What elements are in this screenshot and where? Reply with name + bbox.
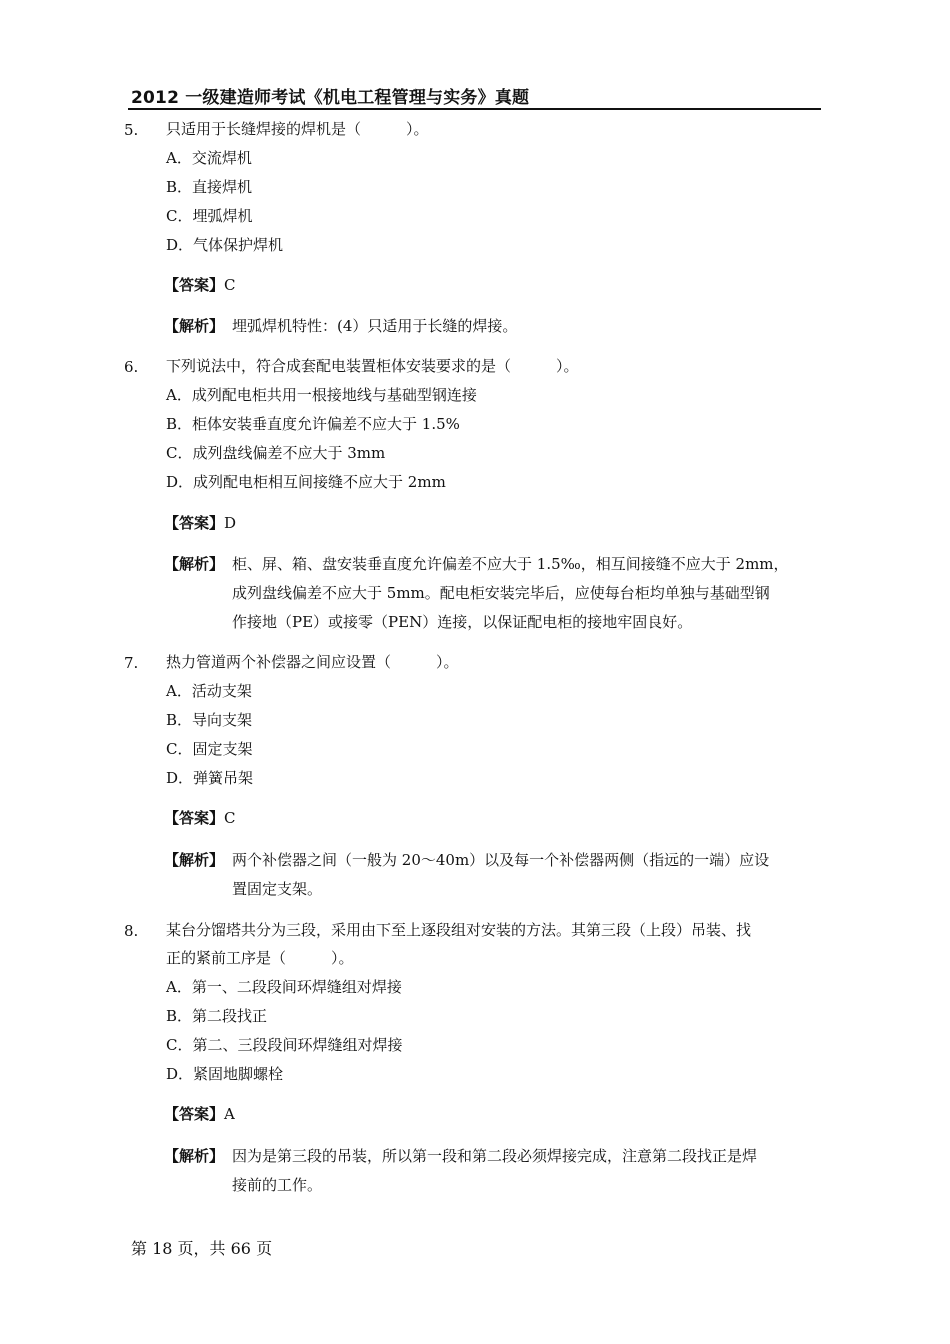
- option-d: D．成列配电柜相互间接缝不应大于 2mm: [166, 473, 446, 491]
- explanation-text-line-2: 成列盘线偏差不应大于 5mm。配电柜安装完毕后，应使每台柜均单独与基础型钢: [232, 584, 770, 602]
- question-stem: 热力管道两个补偿器之间应设置（ ）。: [166, 653, 459, 671]
- option-d: D．弹簧吊架: [166, 769, 254, 787]
- question-number: 7.: [124, 654, 139, 672]
- page-footer: 第 18 页，共 66 页: [131, 1239, 273, 1258]
- option-b: B．导向支架: [166, 711, 253, 729]
- answer-line: [164, 809, 236, 827]
- explanation-text-line-1: 因为是第三段的吊装，所以第一段和第二段必须焊接完成，注意第二段找正是焊: [232, 1147, 758, 1165]
- answer-value: C: [224, 276, 236, 294]
- answer-label: 【答案】: [164, 276, 225, 294]
- explanation-text: 埋弧焊机特性：(4）只适用于长缝的焊接。: [232, 317, 518, 335]
- option-b: B．直接焊机: [166, 178, 253, 196]
- explanation-label: 【解析】: [164, 555, 225, 573]
- answer-label: 【答案】: [164, 809, 225, 827]
- answer-value: A: [224, 1105, 235, 1123]
- explanation-text-line-1: 柜、屏、箱、盘安装垂直度允许偏差不应大于 1.5‰，相互间接缝不应大于 2mm，: [232, 555, 789, 573]
- header-divider: [128, 108, 821, 110]
- question-stem-line-2: 正的紧前工序是（ ）。: [166, 949, 354, 967]
- option-d: D．气体保护焊机: [166, 236, 284, 254]
- answer-value: D: [224, 514, 237, 532]
- option-d: D．紧固地脚螺栓: [166, 1065, 284, 1083]
- explanation-text-line-3: 作接地（PE）或接零（PEN）连接，以保证配电柜的接地牢固良好。: [232, 613, 693, 631]
- question-number: 5.: [124, 121, 139, 139]
- question-stem: 只适用于长缝焊接的焊机是（ ）。: [166, 120, 429, 138]
- option-c: C．成列盘线偏差不应大于 3mm: [166, 444, 386, 462]
- explanation-label: 【解析】: [164, 1147, 225, 1165]
- page-title: 2012 一级建造师考试《机电工程管理与实务》真题: [131, 88, 530, 108]
- question-number: 6.: [124, 358, 139, 376]
- option-a: A．活动支架: [166, 682, 252, 700]
- question-stem-line-1: 某台分馏塔共分为三段，采用由下至上逐段组对安装的方法。其第三段（上段）吊装、找: [166, 921, 752, 939]
- question-stem: 下列说法中，符合成套配电装置柜体安装要求的是（ ）。: [166, 357, 579, 375]
- option-c: C．埋弧焊机: [166, 207, 253, 225]
- answer-line: [164, 514, 236, 532]
- answer-line: [164, 1105, 235, 1123]
- option-c: C．第二、三段段间环焊缝组对焊接: [166, 1036, 403, 1054]
- option-b: B．第二段找正: [166, 1007, 268, 1025]
- answer-label: 【答案】: [164, 514, 225, 532]
- question-number: 8.: [124, 922, 139, 940]
- option-a: A．成列配电柜共用一根接地线与基础型钢连接: [166, 386, 477, 404]
- explanation-text-line-2: 置固定支架。: [232, 880, 323, 898]
- explanation-text-line-2: 接前的工作。: [232, 1176, 323, 1194]
- option-a: A．交流焊机: [166, 149, 252, 167]
- explanation-text-line-1: 两个补偿器之间（一般为 20～40m）以及每一个补偿器两侧（指远的一端）应设: [232, 851, 770, 869]
- answer-label: 【答案】: [164, 1105, 225, 1123]
- answer-line: [164, 276, 236, 294]
- answer-value: C: [224, 809, 236, 827]
- explanation-label: 【解析】: [164, 851, 225, 869]
- explanation-label: 【解析】: [164, 317, 225, 335]
- option-a: A．第一、二段段间环焊缝组对焊接: [166, 978, 402, 996]
- option-b: B．柜体安装垂直度允许偏差不应大于 1.5%: [166, 415, 460, 433]
- option-c: C．固定支架: [166, 740, 253, 758]
